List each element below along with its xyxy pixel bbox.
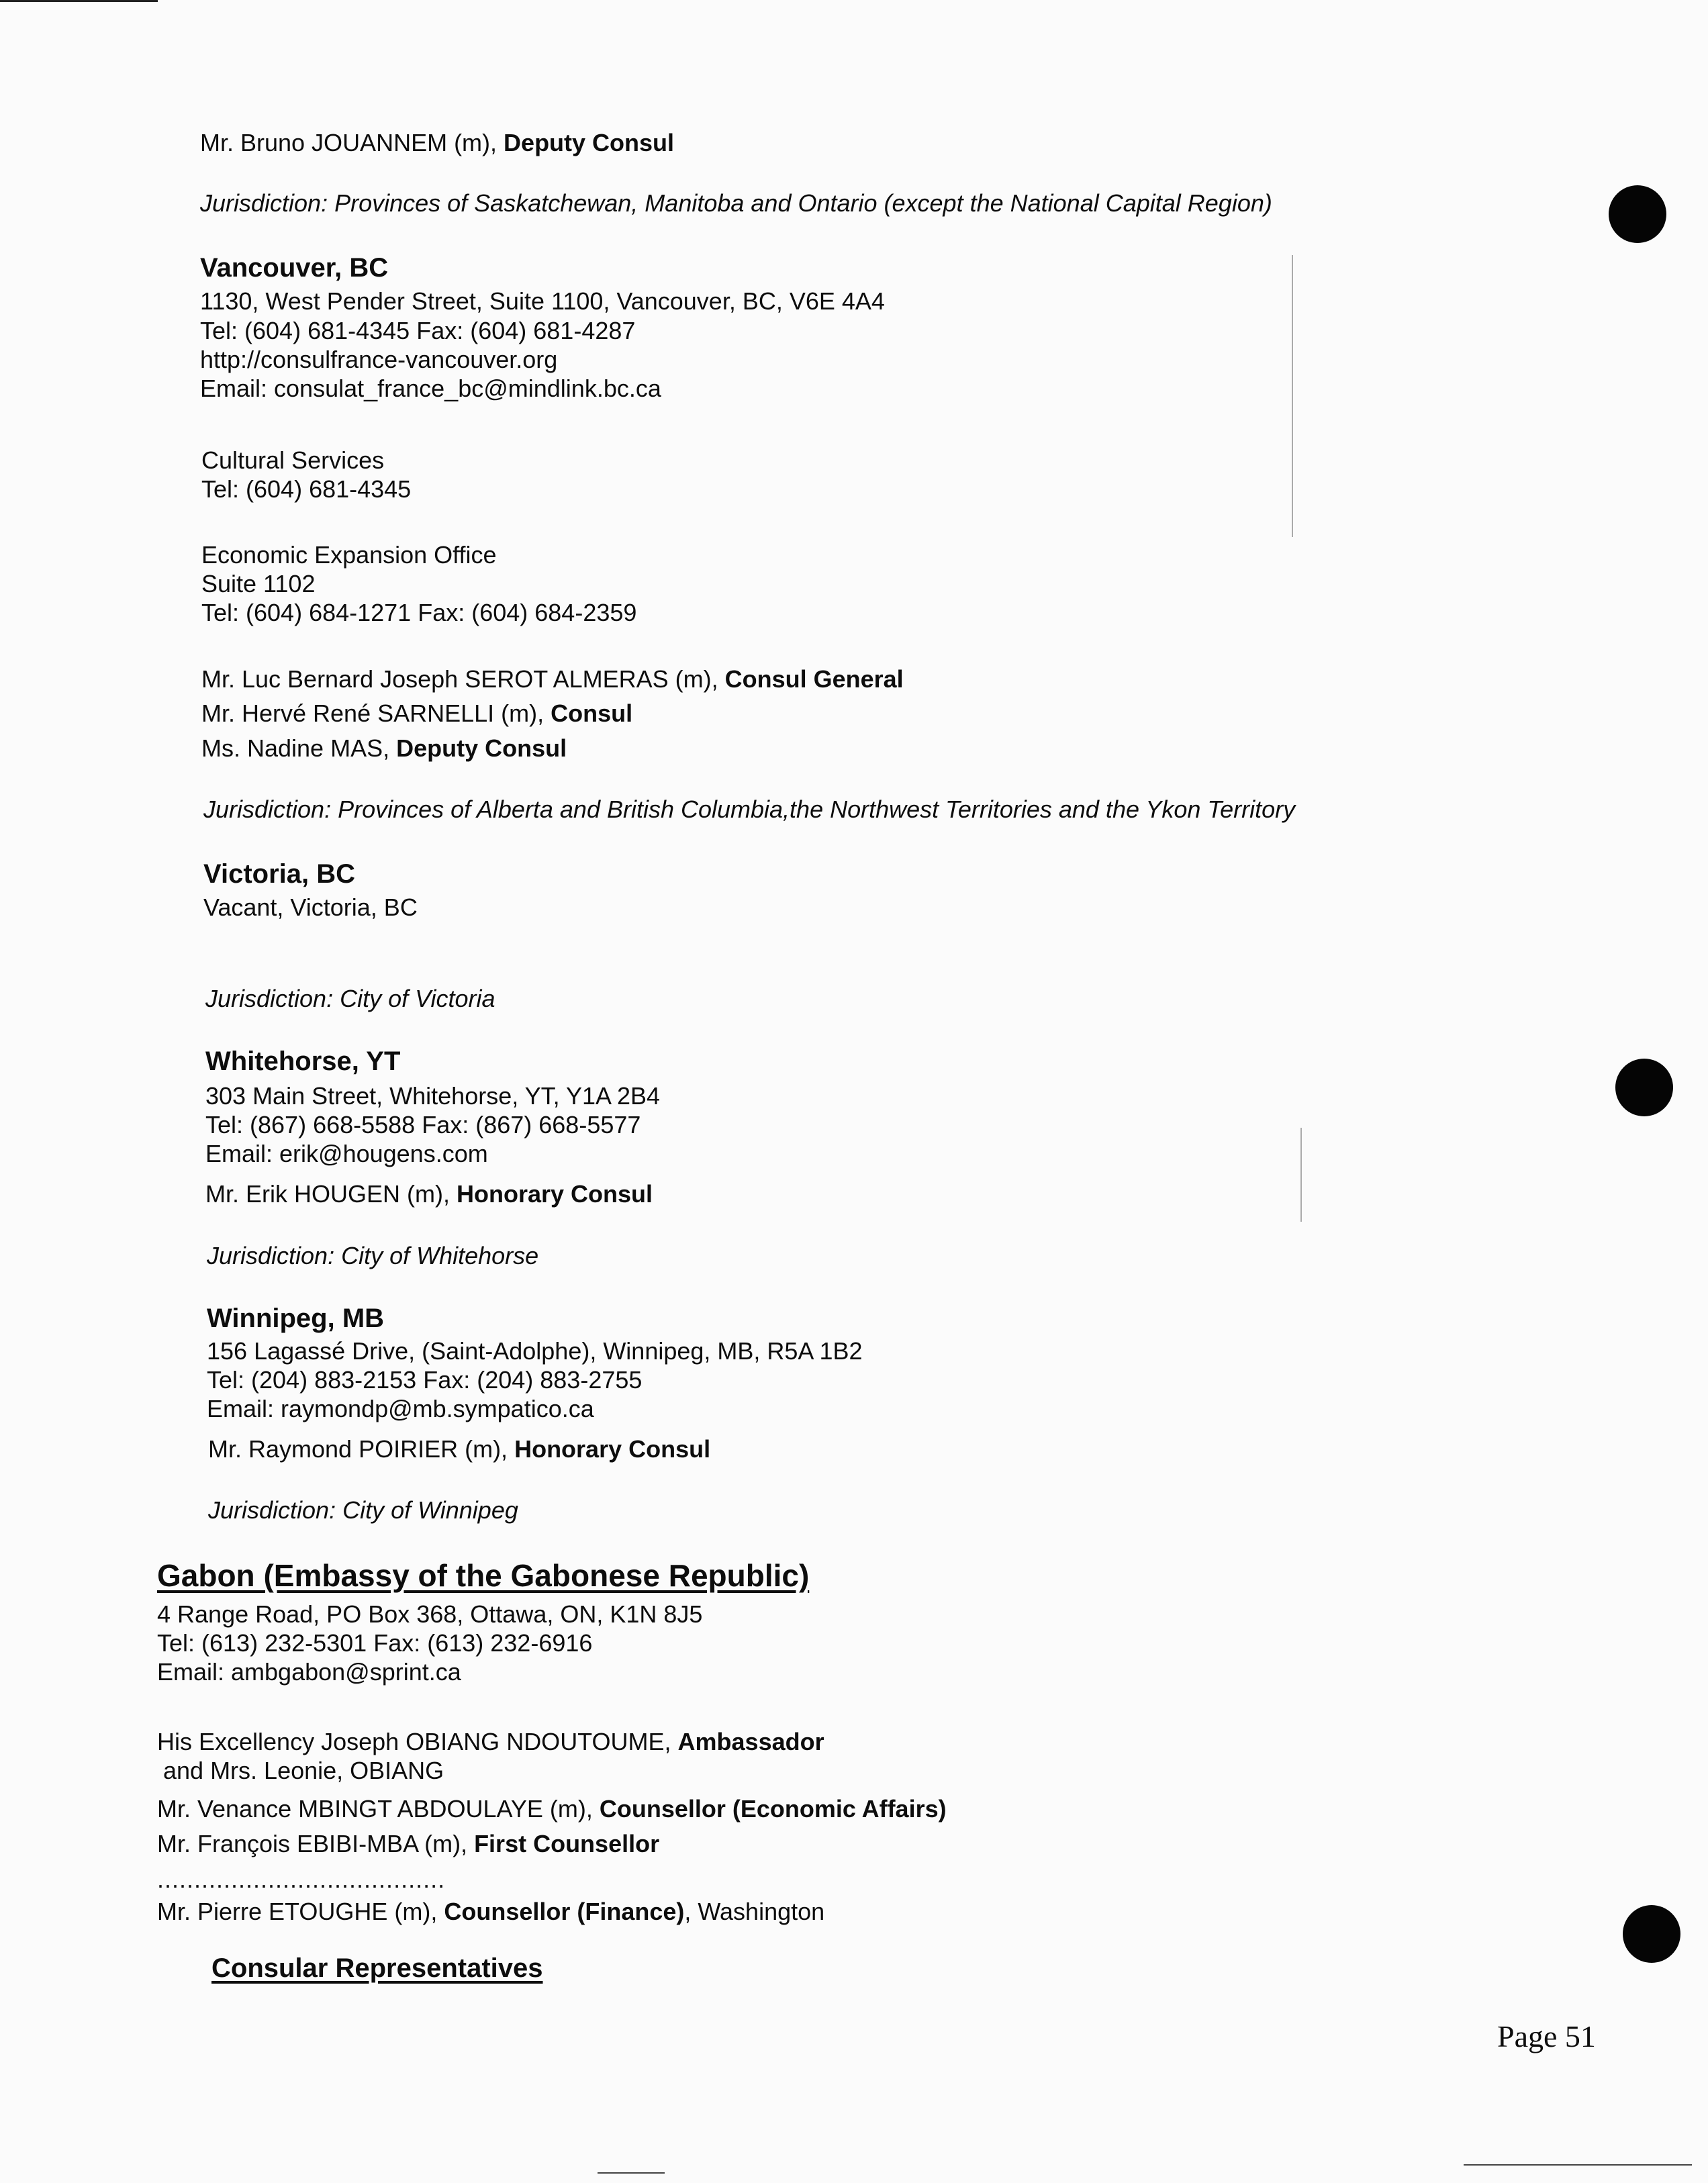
staff-line: Mr. Luc Bernard Joseph SEROT ALMERAS (m), Consul General	[201, 665, 904, 693]
gabon-tel-fax: Tel: (613) 232-5301 Fax: (613) 232-6916	[157, 1629, 593, 1657]
economic-office-suite: Suite 1102	[201, 570, 316, 597]
staff-line: Mr. Venance MBINGT ABDOULAYE (m), Counsellor (Economic Affairs)	[157, 1795, 947, 1823]
staff-line: Mr. Bruno JOUANNEM (m), Deputy Consul	[200, 129, 675, 156]
staff-line: Mr. Hervé René SARNELLI (m), Consul	[201, 699, 633, 727]
staff-line: Mr. Pierre ETOUGHE (m), Counsellor (Finance), Washington	[157, 1898, 825, 1925]
victoria-line: Vacant, Victoria, BC	[203, 893, 418, 921]
vancouver-heading: Vancouver, BC	[200, 253, 389, 283]
whitehorse-heading: Whitehorse, YT	[205, 1047, 401, 1076]
staff-line: Mr. Erik HOUGEN (m), Honorary Consul	[205, 1180, 653, 1208]
scan-artifact-line	[1464, 2164, 1692, 2166]
ambassador-line: His Excellency Joseph OBIANG NDOUTOUME, Ambassador	[157, 1728, 824, 1755]
top-scan-rule	[0, 0, 158, 2]
whitehorse-email: Email: erik@hougens.com	[205, 1140, 488, 1167]
whitehorse-address: 303 Main Street, Whitehorse, YT, Y1A 2B4	[205, 1082, 661, 1110]
jurisdiction-line: Jurisdiction: Provinces of Alberta and British Columbia,the Northwest Territories and the Ykon Territory	[203, 795, 1296, 823]
jurisdiction-line: Jurisdiction: City of Victoria	[205, 985, 495, 1012]
scan-artifact-line	[1300, 1128, 1302, 1222]
victoria-heading: Victoria, BC	[203, 859, 355, 889]
vancouver-address: 1130, West Pender Street, Suite 1100, Vancouver, BC, V6E 4A4	[200, 287, 885, 315]
vancouver-tel-fax: Tel: (604) 681-4345 Fax: (604) 681-4287	[200, 317, 636, 344]
dotted-separator: .......................................	[157, 1865, 446, 1893]
jurisdiction-line: Jurisdiction: Provinces of Saskatchewan, Manitoba and Ontario (except the National Capital Region)	[200, 189, 1272, 217]
economic-office-tel: Tel: (604) 684-1271 Fax: (604) 684-2359	[201, 599, 637, 626]
winnipeg-email: Email: raymondp@mb.sympatico.ca	[207, 1395, 594, 1422]
economic-office-label: Economic Expansion Office	[201, 541, 497, 569]
scan-artifact-line	[598, 2172, 665, 2174]
staff-line: Ms. Nadine MAS, Deputy Consul	[201, 734, 567, 762]
staff-line: Mr. Raymond POIRIER (m), Honorary Consul	[208, 1435, 711, 1463]
jurisdiction-line: Jurisdiction: City of Winnipeg	[208, 1496, 518, 1524]
cultural-services-label: Cultural Services	[201, 446, 385, 474]
vancouver-url: http://consulfrance-vancouver.org	[200, 346, 558, 373]
winnipeg-tel-fax: Tel: (204) 883-2153 Fax: (204) 883-2755	[207, 1366, 643, 1394]
ambassador-spouse: and Mrs. Leonie, OBIANG	[163, 1757, 444, 1784]
scan-artifact-line	[1292, 255, 1293, 537]
staff-line: Mr. François EBIBI-MBA (m), First Counsellor	[157, 1830, 660, 1857]
punch-hole	[1615, 1059, 1673, 1116]
winnipeg-heading: Winnipeg, MB	[207, 1304, 385, 1333]
gabon-section-heading: Gabon (Embassy of the Gabonese Republic)	[157, 1558, 810, 1593]
whitehorse-tel-fax: Tel: (867) 668-5588 Fax: (867) 668-5577	[205, 1111, 641, 1138]
cultural-services-tel: Tel: (604) 681-4345	[201, 475, 412, 503]
gabon-address: 4 Range Road, PO Box 368, Ottawa, ON, K1N 8J5	[157, 1600, 703, 1628]
punch-hole	[1609, 185, 1666, 243]
punch-hole	[1623, 1905, 1680, 1963]
consular-representatives-heading: Consular Representatives	[211, 1953, 543, 1983]
winnipeg-address: 156 Lagassé Drive, (Saint-Adolphe), Winnipeg, MB, R5A 1B2	[207, 1337, 863, 1365]
gabon-email: Email: ambgabon@sprint.ca	[157, 1658, 461, 1686]
vancouver-email: Email: consulat_france_bc@mindlink.bc.ca	[200, 375, 661, 402]
page-number: Page 51	[1497, 2019, 1596, 2053]
jurisdiction-line: Jurisdiction: City of Whitehorse	[207, 1242, 539, 1269]
